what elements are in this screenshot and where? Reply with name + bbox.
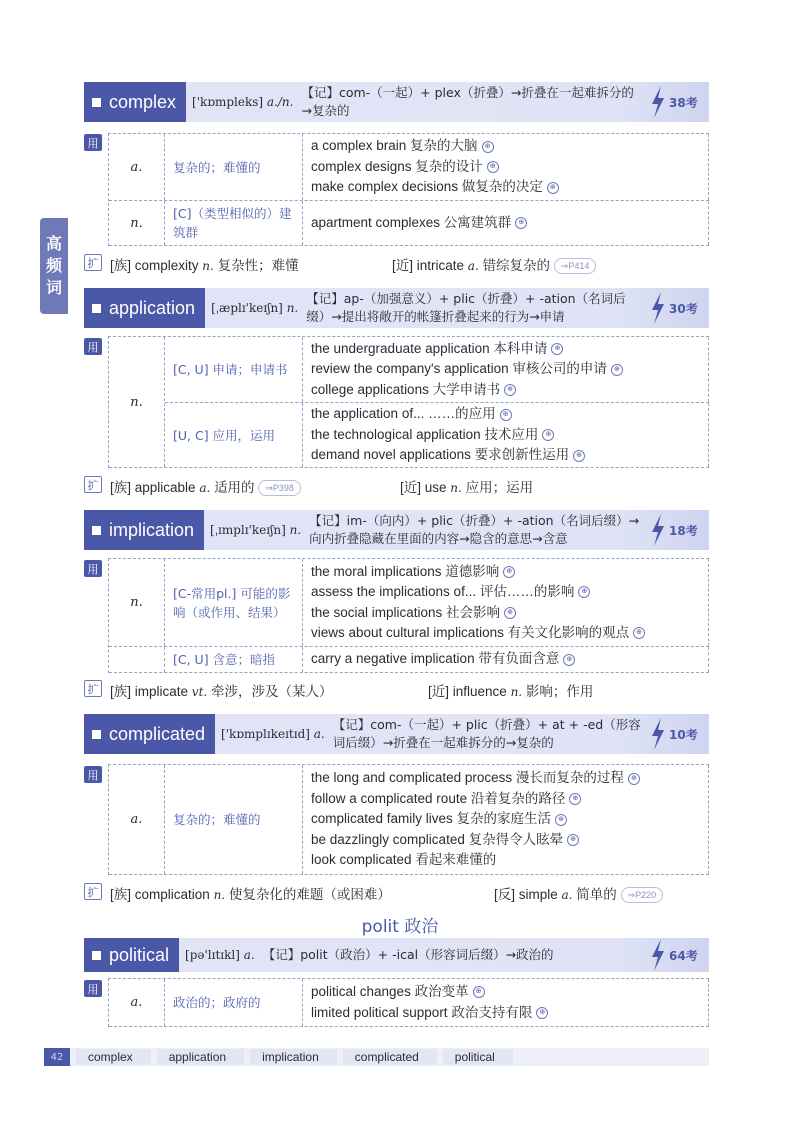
sound-icon[interactable]: ⊕ <box>547 182 559 194</box>
sound-icon[interactable]: ⊕ <box>611 364 623 376</box>
sound-icon[interactable]: ⊕ <box>515 217 527 229</box>
entry-header-complicated <box>84 714 709 754</box>
example-phrase: demand novel applications 要求创新性运用 ⊕ <box>311 445 700 466</box>
lightning-icon <box>649 514 667 546</box>
exam-frequency: 30考 <box>669 301 698 316</box>
word-root-heading: polit 政治 <box>361 917 439 937</box>
headword: implication <box>84 510 204 550</box>
sound-icon[interactable]: ⊕ <box>536 1007 548 1019</box>
antonym-line: [反] simple a. 简单的 ⇒P220 <box>494 883 663 903</box>
use-badge: 用 <box>84 338 102 355</box>
extension-line: [族] complexity n. 复杂性；难懂 <box>110 258 299 273</box>
exam-frequency: 38考 <box>669 95 698 110</box>
sound-icon[interactable]: ⊕ <box>569 793 581 805</box>
sound-icon[interactable]: ⊕ <box>573 450 585 462</box>
part-of-speech: n. <box>109 559 165 646</box>
sound-icon[interactable]: ⊕ <box>551 343 563 355</box>
headword: application <box>84 288 205 328</box>
meaning: 复杂的；难懂的 <box>165 765 303 874</box>
example-phrase: make complex decisions 做复杂的决定 ⊕ <box>311 177 700 198</box>
example-phrase: political changes 政治变革 ⊕ <box>311 982 700 1003</box>
page-reference-link[interactable]: ⇒P414 <box>554 258 597 274</box>
meaning: [C]（类型相似的）建筑群 <box>165 201 303 245</box>
entry-header-complex <box>84 82 709 122</box>
exam-frequency: 10考 <box>669 727 698 742</box>
page-reference-link[interactable]: ⇒P220 <box>621 887 664 903</box>
synonym-line: [近] intricate a. 错综复杂的 ⇒P414 <box>392 254 596 274</box>
use-badge: 用 <box>84 560 102 577</box>
side-tab-char: 高 <box>45 234 62 253</box>
example-phrase: apartment complexes 公寓建筑群 ⊕ <box>311 213 700 234</box>
example-phrase: the application of... ……的应用 ⊕ <box>311 404 700 425</box>
extension-badge: 扩 <box>84 476 102 493</box>
page-number: 42 <box>44 1048 70 1066</box>
part-of-speech: a. <box>109 134 165 200</box>
page-reference-link[interactable]: ⇒P398 <box>258 480 301 496</box>
extension-line: [族] applicable a. 适用的 ⇒P398 <box>110 476 301 496</box>
sound-icon[interactable]: ⊕ <box>504 607 516 619</box>
definition-table <box>108 336 709 468</box>
example-phrase: carry a negative implication 带有负面含意 ⊕ <box>311 649 700 670</box>
sound-icon[interactable]: ⊕ <box>500 409 512 421</box>
extension-badge: 扩 <box>84 254 102 271</box>
example-phrase: the social implications 社会影响 ⊕ <box>311 603 700 624</box>
headword: political <box>84 938 179 972</box>
sound-icon[interactable]: ⊕ <box>555 814 567 826</box>
meaning: 复杂的；难懂的 <box>165 134 303 200</box>
meaning: [C-常用pl.] 可能的影响（或作用、结果） <box>165 559 303 646</box>
example-phrase: look complicated 看起来难懂的 <box>311 852 497 868</box>
definition-table <box>108 978 709 1027</box>
example-phrase: be dazzlingly complicated 复杂得令人眩晕 ⊕ <box>311 830 700 851</box>
sound-icon[interactable]: ⊕ <box>563 654 575 666</box>
example-phrase: the moral implications 道德影响 ⊕ <box>311 562 700 583</box>
footer-nav-implication[interactable]: implication <box>250 1049 337 1065</box>
exam-frequency: 18考 <box>669 523 698 538</box>
part-of-speech: n. <box>109 337 165 467</box>
part-of-speech <box>109 647 165 672</box>
sound-icon[interactable]: ⊕ <box>473 986 485 998</box>
footer-nav-complex[interactable]: complex <box>76 1049 151 1065</box>
extension-badge: 扩 <box>84 680 102 697</box>
sound-icon[interactable]: ⊕ <box>567 834 579 846</box>
entry-header-application <box>84 288 709 328</box>
example-phrase: complicated family lives 复杂的家庭生活 ⊕ <box>311 809 700 830</box>
phonetic: ['kɒmplɪkeɪtɪd] a. <box>221 727 325 741</box>
extension-badge: 扩 <box>84 883 102 900</box>
example-phrase: a complex brain 复杂的大脑 ⊕ <box>311 136 700 157</box>
example-phrase: review the company's application 审核公司的申请 ⊕ <box>311 359 700 380</box>
example-phrase: assess the implications of... 评估……的影响 ⊕ <box>311 582 700 603</box>
side-tab-char: 频 <box>45 256 62 275</box>
example-phrase: limited political support 政治支持有限 ⊕ <box>311 1003 700 1024</box>
example-phrase: the undergraduate application 本科申请 ⊕ <box>311 339 700 360</box>
definition-table <box>108 133 709 246</box>
phonetic: [pə'lɪtɪkl] a. <box>185 948 255 962</box>
phonetic: ['kɒmpleks] a./n. <box>192 95 294 109</box>
synonym-line: [近] use n. 应用；运用 <box>400 480 534 495</box>
side-tab-char: 词 <box>45 278 62 297</box>
phonetic: [ˌɪmplɪ'keɪʃn] n. <box>210 523 302 537</box>
lightning-icon <box>649 86 667 118</box>
mnemonic: 【记】im-（向内）+ plic（折叠）+ -ation（名词后缀）→向内折叠隐藏在里面的内容→隐含的意思→含意 <box>309 513 640 546</box>
side-tab-high-frequency[interactable] <box>40 218 68 314</box>
lightning-icon <box>649 718 667 750</box>
exam-frequency: 64考 <box>669 948 698 963</box>
meaning: 政治的；政府的 <box>165 979 303 1026</box>
footer-word-nav <box>44 1048 709 1066</box>
use-badge: 用 <box>84 766 102 783</box>
mnemonic: 【记】polit（政治）+ -ical（形容词后缀）→政治的 <box>262 947 554 962</box>
example-phrase: the technological application 技术应用 ⊕ <box>311 425 700 446</box>
phonetic: [ˌæplɪ'keɪʃn] n. <box>211 301 299 315</box>
part-of-speech: a. <box>109 979 165 1026</box>
example-phrase: the long and complicated process 漫长而复杂的过程 ⊕ <box>311 768 700 789</box>
part-of-speech: n. <box>109 201 165 245</box>
footer-nav-political[interactable]: political <box>443 1049 513 1065</box>
definition-table <box>108 764 709 875</box>
sound-icon[interactable]: ⊕ <box>503 566 515 578</box>
headword: complicated <box>84 714 215 754</box>
sound-icon[interactable]: ⊕ <box>487 161 499 173</box>
sound-icon[interactable]: ⊕ <box>633 627 645 639</box>
footer-nav-application[interactable]: application <box>157 1049 244 1065</box>
meaning: [C, U] 含意；暗指 <box>165 647 303 672</box>
mnemonic: 【记】com-（一起）+ plex（折叠）→折叠在一起难拆分的→复杂的 <box>301 85 634 118</box>
mnemonic: 【记】ap-（加强意义）+ plic（折叠）+ -ation（名词后缀）→提出将敞开的帐篷折叠起来的行为→申请 <box>306 291 626 324</box>
extension-line: [族] implicate vt. 牵涉，涉及（某人） <box>110 684 333 699</box>
entry-header-implication <box>84 510 709 550</box>
example-phrase: complex designs 复杂的设计 ⊕ <box>311 157 700 178</box>
footer-nav-complicated[interactable]: complicated <box>343 1049 437 1065</box>
lightning-icon <box>649 292 667 324</box>
sound-icon[interactable]: ⊕ <box>542 429 554 441</box>
meaning: [C, U] 申请；申请书 <box>165 337 303 402</box>
mnemonic: 【记】com-（一起）+ plic（折叠）+ at + -ed（形容词后缀）→折叠在一起难拆分的→复杂的 <box>332 717 641 750</box>
example-phrase: college applications 大学申请书 ⊕ <box>311 380 700 401</box>
use-badge: 用 <box>84 134 102 151</box>
synonym-line: [近] influence n. 影响；作用 <box>428 684 594 699</box>
use-badge: 用 <box>84 980 102 997</box>
part-of-speech: a. <box>109 765 165 874</box>
headword: complex <box>84 82 186 122</box>
lightning-icon <box>649 939 667 971</box>
sound-icon[interactable]: ⊕ <box>578 586 590 598</box>
example-phrase: views about cultural implications 有关文化影响的观点 ⊕ <box>311 623 700 644</box>
sound-icon[interactable]: ⊕ <box>482 141 494 153</box>
entry-header-political <box>84 938 709 972</box>
definition-table <box>108 558 709 673</box>
example-phrase: follow a complicated route 沿着复杂的路径 ⊕ <box>311 789 700 810</box>
extension-line: [族] complication n. 使复杂化的难题（或困难） <box>110 887 391 902</box>
sound-icon[interactable]: ⊕ <box>504 384 516 396</box>
sound-icon[interactable]: ⊕ <box>628 773 640 785</box>
meaning: [U, C] 应用，运用 <box>165 403 303 467</box>
